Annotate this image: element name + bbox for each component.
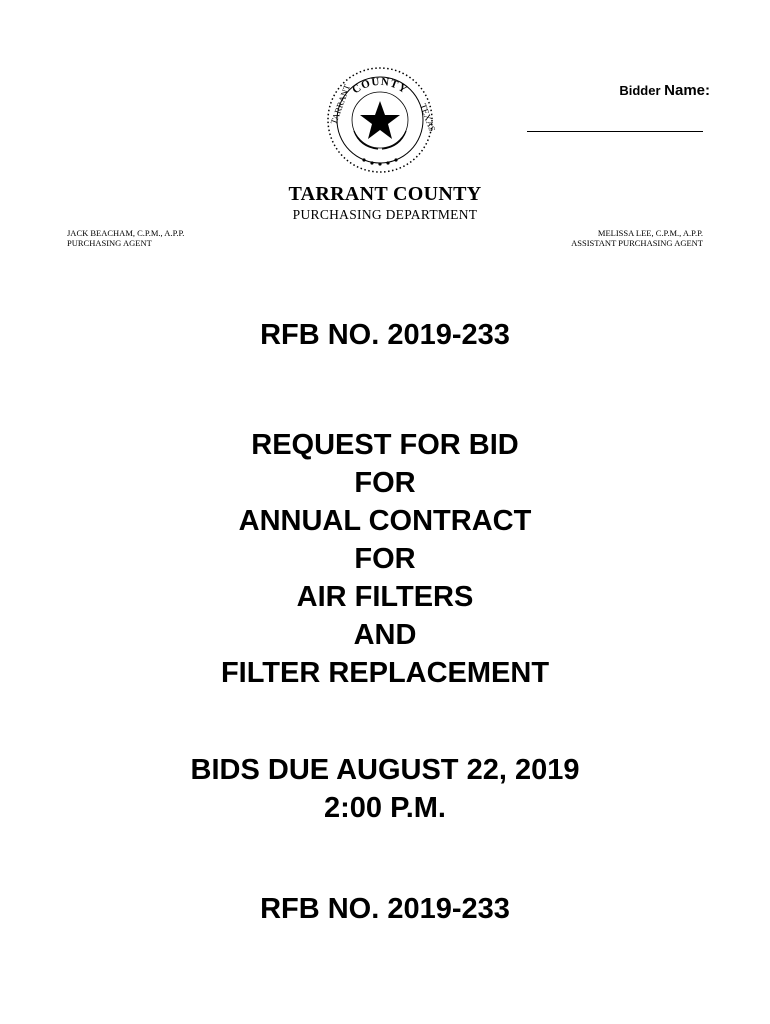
department-title: PURCHASING DEPARTMENT: [292, 207, 478, 222]
seal-star-icon: [320, 65, 440, 175]
bidder-label-prefix: Bidder: [619, 83, 661, 98]
county-title: TARRANT COUNTY: [288, 183, 482, 205]
purchasing-agent-title: PURCHASING AGENT: [67, 238, 152, 248]
svg-text:TARRANT: TARRANT: [328, 83, 353, 126]
request-line: FOR: [354, 543, 416, 575]
rfb-number-heading: RFB NO. 2019-233: [260, 319, 510, 351]
request-line: FILTER REPLACEMENT: [220, 657, 550, 689]
bids-due-time: 2:00 P.M.: [324, 792, 446, 824]
purchasing-agent-name: JACK BEACHAM, C.P.M., A.P.P.: [67, 228, 185, 238]
request-line: ANNUAL CONTRACT: [238, 505, 532, 537]
request-title-block: [0, 426, 770, 692]
request-line: AND: [353, 619, 417, 651]
bidder-label-word: Name:: [664, 82, 710, 99]
svg-text:TEXAS: TEXAS: [418, 102, 438, 133]
purchasing-agent-block: [67, 228, 184, 248]
assistant-agent-block: [470, 228, 703, 248]
request-line: FOR: [354, 467, 416, 499]
request-line: REQUEST FOR BID: [251, 429, 519, 461]
svg-text:COUNTY: COUNTY: [350, 75, 410, 97]
assistant-agent-name: MELISSA LEE, C.P.M., A.P.P.: [597, 228, 703, 238]
rfb-number-footer: RFB NO. 2019-233: [260, 893, 510, 925]
assistant-agent-title: ASSISTANT PURCHASING AGENT: [571, 238, 703, 248]
bidder-name-field[interactable]: [527, 131, 703, 132]
tarrant-county-seal: [320, 65, 440, 175]
bidder-name-label: [540, 82, 710, 99]
bids-due-date: BIDS DUE AUGUST 22, 2019: [190, 754, 580, 786]
bids-due-block: [0, 751, 770, 827]
request-line: AIR FILTERS: [296, 581, 474, 613]
